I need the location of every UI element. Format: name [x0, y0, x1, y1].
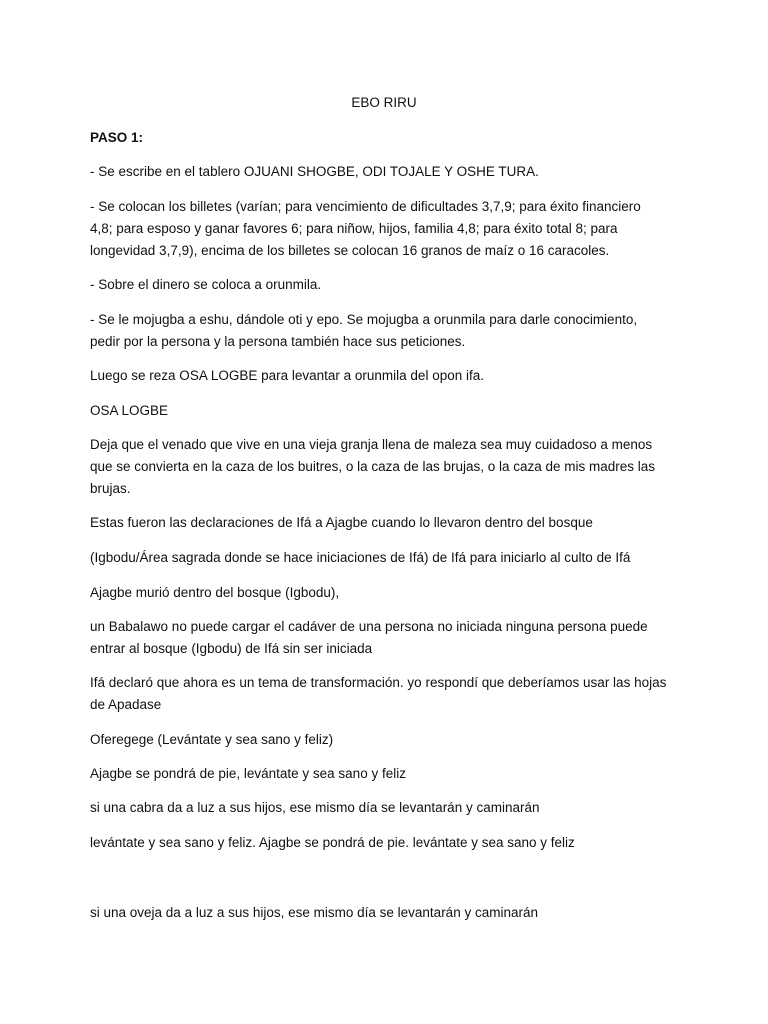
paragraph-7	[90, 434, 690, 500]
paragraph-8: Estas fueron las declaraciones de Ifá a Ajagbe cuando lo llevaron dentro del bosque	[90, 515, 593, 530]
paragraph-12-line-1: Ifá declaró que ahora es un tema de transformación. yo respondí que deberíamos usar las hojas	[90, 675, 667, 690]
paragraph-17: si una oveja da a luz a sus hijos, ese mismo día se levantarán y caminarán	[90, 905, 538, 920]
paragraph-14: Ajagbe se pondrá de pie, levántate y sea sano y feliz	[90, 766, 406, 781]
paragraph-2	[90, 196, 690, 262]
paragraph-4-line-1: - Se le mojugba a eshu, dándole oti y epo. Se mojugba a orunmila para darle conocimiento,	[90, 312, 638, 327]
paragraph-10: Ajagbe murió dentro del bosque (Igbodu),	[90, 585, 340, 600]
paragraph-11	[90, 616, 690, 660]
paragraph-7-line-1: Deja que el venado que vive en una vieja granja llena de maleza sea muy cuidadoso a menos	[90, 437, 653, 452]
paragraph-1: - Se escribe en el tablero OJUANI SHOGBE, ODI TOJALE Y OSHE TURA.	[90, 164, 539, 179]
paragraph-16: levántate y sea sano y feliz. Ajagbe se pondrá de pie. levántate y sea sano y feliz	[90, 835, 575, 850]
paragraph-7-line-3: brujas.	[90, 481, 131, 496]
paragraph-6: OSA LOGBE	[90, 403, 169, 418]
paragraph-15: si una cabra da a luz a sus hijos, ese mismo día se levantarán y caminarán	[90, 800, 540, 815]
paragraph-12	[90, 672, 690, 716]
document-title: EBO RIRU	[351, 95, 417, 110]
paragraph-9: (Igbodu/Área sagrada donde se hace iniciaciones de Ifá) de Ifá para iniciarlo al culto de Ifá	[90, 550, 631, 565]
paragraph-7-line-2: que se convierta en la caza de los buitres, o la caza de las brujas, o la caza de mis madres las	[90, 459, 656, 474]
paragraph-2-line-1: - Se colocan los billetes (varían; para vencimiento de dificultades 3,7,9; para éxito financiero	[90, 199, 641, 214]
paragraph-12-line-2: de Apadase	[90, 697, 162, 712]
step-heading: PASO 1:	[90, 130, 144, 145]
paragraph-2-line-3: longevidad 3,7,9), encima de los billetes se colocan 16 granos de maíz o 16 caracoles.	[90, 243, 610, 258]
paragraph-11-line-2: entrar al bosque (Igbodu) de Ifá sin ser iniciada	[90, 641, 373, 656]
paragraph-4-line-2: pedir por la persona y la persona también hace sus peticiones.	[90, 334, 466, 349]
paragraph-3: - Sobre el dinero se coloca a orunmila.	[90, 277, 322, 292]
paragraph-11-line-1: un Babalawo no puede cargar el cadáver de una persona no iniciada ninguna persona puede	[90, 619, 648, 634]
paragraph-4	[90, 309, 690, 353]
paragraph-2-line-2: 4,8; para esposo y ganar favores 6; para niñow, hijos, familia 4,8; para éxito total 8; para	[90, 221, 618, 236]
paragraph-13: Oferegege (Levántate y sea sano y feliz)	[90, 732, 334, 747]
paragraph-5: Luego se reza OSA LOGBE para levantar a orunmila del opon ifa.	[90, 368, 484, 383]
